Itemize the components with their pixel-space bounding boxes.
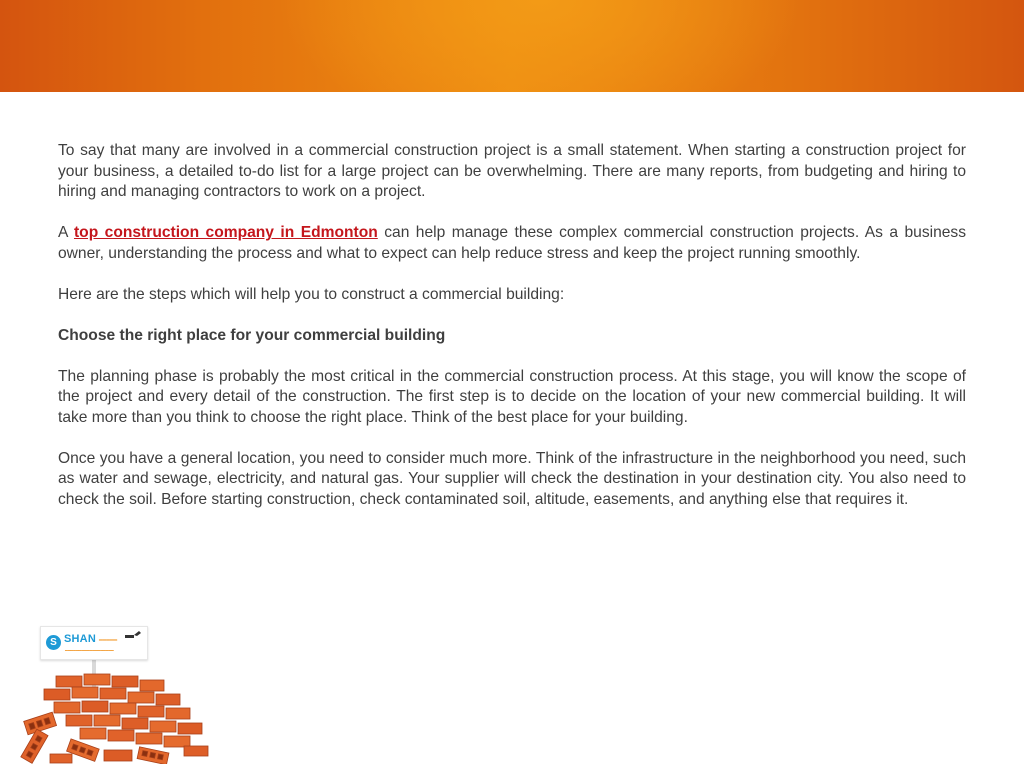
paragraph-planning: The planning phase is probably the most critical in the commercial construction process. At this stage, you will know the scope of the project and every detail of the construction. The first step is to decide on the location of your new commercial building. It will take more than you think to choose the right place. Think of the best place for your building. [58,367,966,426]
bricks-pile-icon [4,666,210,764]
paragraph-company-prefix: A [58,224,74,241]
logo-subtitle: ━━━━━ [99,638,118,644]
paragraph-intro: To say that many are involved in a commercial construction project is a small statement. When starting a construction project for your business, a detailed to-do list for a large project can be overwhelming. There are many reports, from budgeting and hiring to hiring and managing contractors to work on a project. [58,142,966,200]
logo-badge-icon: S [46,635,61,650]
paragraph-infrastructure: Once you have a general location, you need to consider much more. Think of the infrastructure in the neighborhood you need, such as water and sewage, electricity, and natural gas. Your supplier will check the destination in your destination city. You also need to check the soil. Before starting construction, check contaminated soil, altitude, easements, and anything else that requires it. [58,449,966,508]
section-heading: Choose the right place for your commercial building [58,326,446,344]
logo-name: SHAN [64,633,96,645]
logo-sign [40,626,148,660]
paragraph-company-suffix: can help manage these complex commercial construction projects. As a business owner, understanding the process and what to expect can help reduce stress and keep the project running smoothly. [58,224,967,262]
header-banner [0,0,1024,92]
article-body [58,141,966,531]
paragraph-company [58,223,966,264]
company-logo-illustration [4,622,210,764]
logo-tagline: ━━━━━━━━━━━━━━━━━━ [65,648,114,653]
excavator-icon [123,630,143,640]
construction-company-link[interactable]: top construction company in Edmonton [73,224,378,241]
paragraph-steps-intro: Here are the steps which will help you to construct a commercial building: [58,285,565,303]
